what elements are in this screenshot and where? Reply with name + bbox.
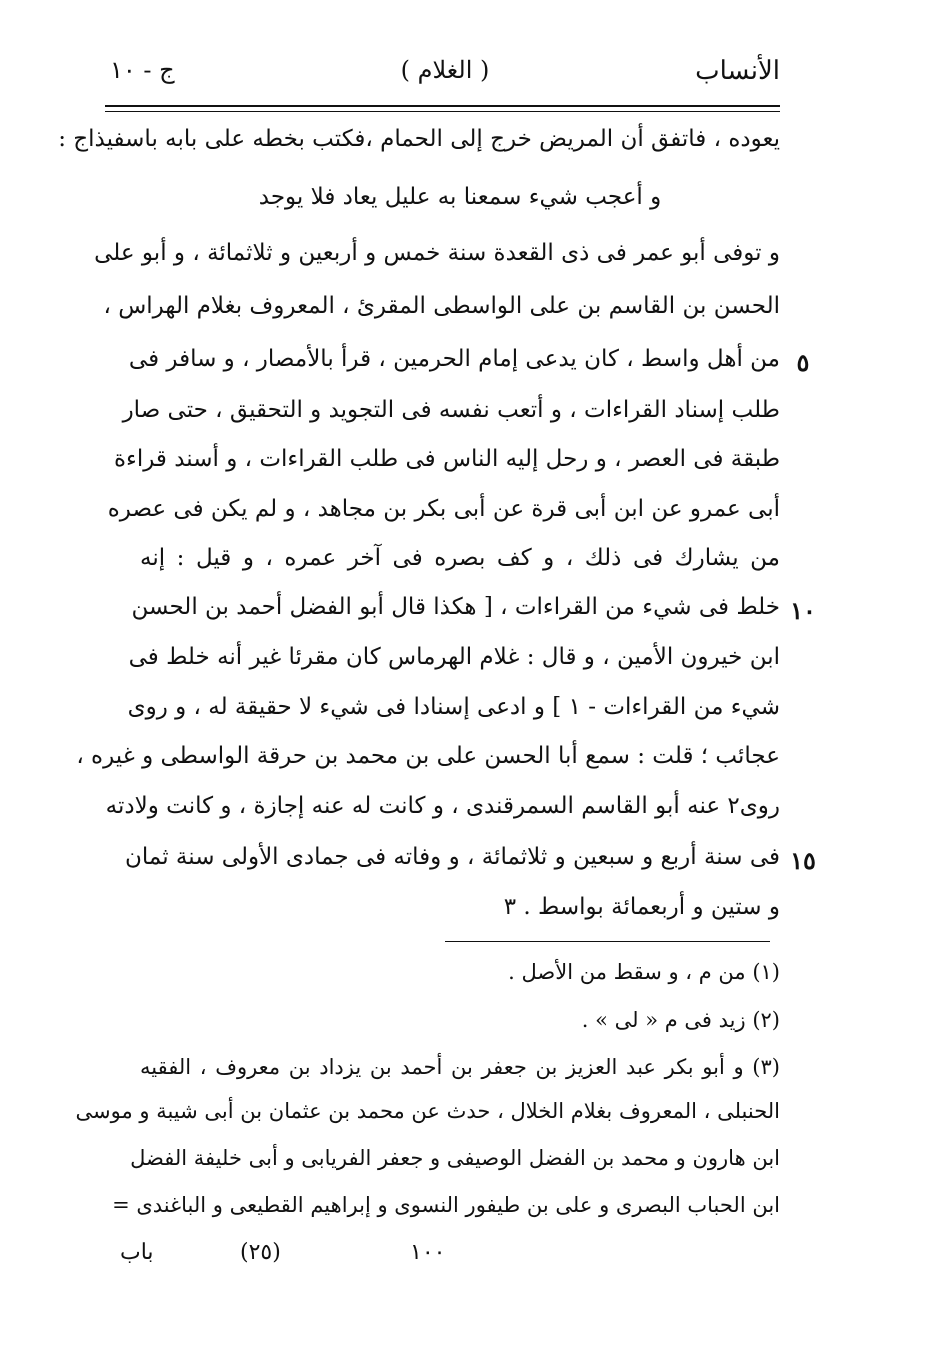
text-line: شيء من القراءات - ١ ] و ادعى إسنادا فى شيء لا حقيقة له ، و روى xyxy=(127,694,780,720)
page-number: ١٠٠ xyxy=(410,1240,446,1265)
text-line: طلب إسناد القراءات ، و أتعب نفسه فى التجويد و التحقيق ، حتى صار xyxy=(122,397,780,423)
page-footer xyxy=(110,1240,780,1276)
text-line: و ستين و أربعمائة بواسط . ٣ xyxy=(503,894,780,920)
header-rule xyxy=(105,105,780,112)
text-line: ابن خيرون الأمين ، و قال : غلام الهرماس كان مقرئا غير أنه خلط فى xyxy=(128,644,780,670)
book-title: الأنساب xyxy=(695,56,780,86)
text-line: روى٢ عنه أبو القاسم السمرقندى ، و كانت له عنه إجازة ، و كانت ولادته xyxy=(105,793,780,819)
entry-title: ( الغلام ) xyxy=(400,56,490,84)
text-line: الحسن بن القاسم بن على الواسطى المقرئ ، المعروف بغلام الهراس ، xyxy=(103,293,780,319)
footnote-3-cont: ابن الحباب البصرى و على بن طيفور النسوى و إبراهيم القطيعى و الباغندى = xyxy=(112,1193,780,1217)
footnote-3-cont: ابن هارون و محمد بن الفضل الوصيفى و جعفر الفريابى و أبى خليفة الفضل xyxy=(130,1146,780,1170)
text-line: من أهل واسط ، كان يدعى إمام الحرمين ، قرأ بالأمصار ، و سافر فى xyxy=(128,346,780,372)
line-number-15: ١٥ xyxy=(790,846,816,875)
verse-line: و أعجب شيء سمعنا به عليل يعاد فلا يوجد xyxy=(258,184,662,210)
line-number-5: ٥ xyxy=(796,348,810,377)
line-number-10: ١٠ xyxy=(790,596,816,625)
footnote-3-cont: الحنبلى ، المعروف بغلام الخلال ، حدث عن محمد بن عثمان بن أبى شيبة و موسى xyxy=(75,1099,780,1123)
footnote-2: (٢) زيد فى م « لى » . xyxy=(581,1008,780,1032)
text-line: طبقة فى العصر ، و رحل إليه الناس فى طلب القراءات ، و أسند قراءة xyxy=(113,446,780,472)
text-line: عجائب ؛ قلت : سمع أبا الحسن على بن محمد بن حرقة الواسطى و غيره ، xyxy=(76,743,780,769)
text-line: من يشارك فى ذلك ، و كف بصره فى آخر عمره ، و قيل : إنه xyxy=(140,545,780,571)
text-line: يعوده ، فاتفق أن المريض خرج إلى الحمام ،فكتب بخطه على بابه باسفيذاج : xyxy=(58,126,780,152)
footnote-1: (١) من م ، و سقط من الأصل . xyxy=(508,960,780,984)
text-line: أبى عمرو عن ابن أبى قرة عن أبى بكر بن مجاهد ، و لم يكن فى عصره xyxy=(107,496,780,522)
text-line: و توفى أبو عمر فى ذى القعدة سنة خمس و أربعين و ثلاثمائة ، و أبو على xyxy=(94,240,780,266)
text-line: خلط فى شيء من القراءات ، [ هكذا قال أبو الفضل أحمد بن الحسن xyxy=(131,594,780,620)
catchword: باب xyxy=(120,1240,154,1265)
footnote-rule xyxy=(445,941,770,942)
footnote-3: (٣) و أبو بكر عبد العزيز بن جعفر بن أحمد بن يزداد بن معروف ، الفقيه xyxy=(140,1055,780,1079)
volume-page-label: ج - ١٠ xyxy=(110,56,175,84)
text-line: فى سنة أربع و سبعين و ثلاثمائة ، و وفاته فى جمادى الأولى سنة ثمان xyxy=(125,844,780,870)
running-header xyxy=(110,56,780,96)
signature-mark: (٢٥) xyxy=(240,1240,281,1265)
